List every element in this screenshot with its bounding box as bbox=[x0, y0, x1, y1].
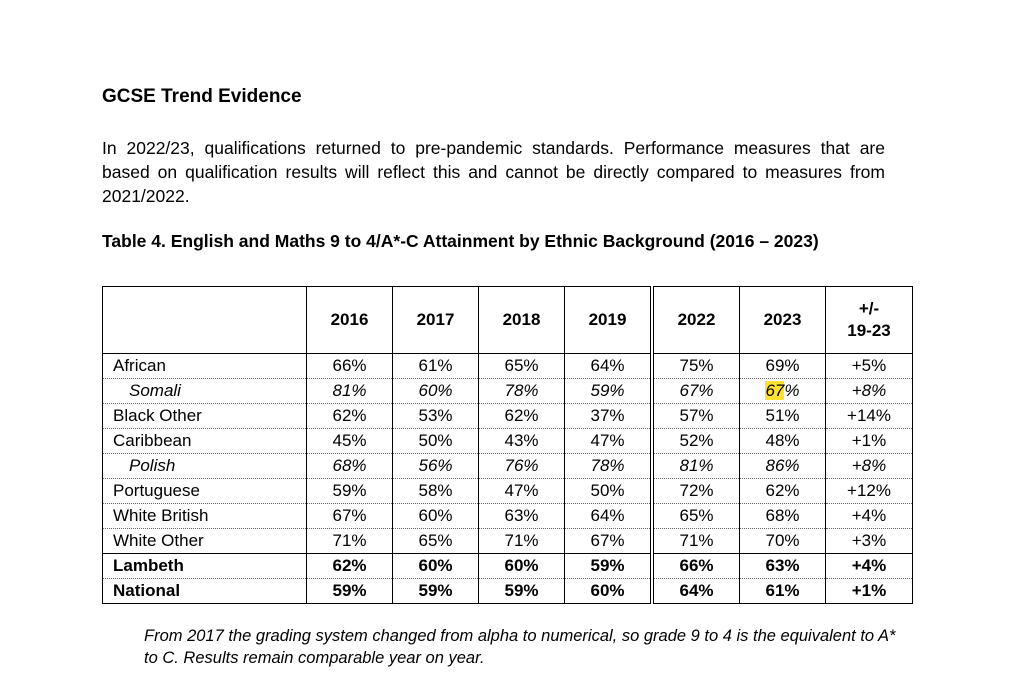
table-cell bbox=[740, 379, 826, 404]
table-cell: 53% bbox=[393, 404, 479, 429]
table-cell: 65% bbox=[652, 504, 740, 529]
table-cell: 81% bbox=[652, 454, 740, 479]
header-2019: 2019 bbox=[565, 287, 653, 354]
table-cell: 67% bbox=[652, 379, 740, 404]
table-cell: 60% bbox=[393, 379, 479, 404]
page-heading: GCSE Trend Evidence bbox=[102, 86, 302, 107]
table-cell: 61% bbox=[393, 354, 479, 379]
row-label: Polish bbox=[103, 454, 307, 479]
header-change-line1: +/- bbox=[858, 299, 880, 318]
table-cell: 65% bbox=[393, 529, 479, 554]
header-2023: 2023 bbox=[740, 287, 826, 354]
table-row bbox=[103, 454, 913, 479]
table-cell: 60% bbox=[393, 504, 479, 529]
row-label: Somali bbox=[103, 379, 307, 404]
table-cell: +8% bbox=[826, 379, 913, 404]
table-cell: 45% bbox=[307, 429, 393, 454]
table-cell: 47% bbox=[565, 429, 653, 454]
table-row bbox=[103, 479, 913, 504]
attainment-table bbox=[102, 286, 913, 604]
table-cell: 72% bbox=[652, 479, 740, 504]
table-cell: 70% bbox=[740, 529, 826, 554]
table-body bbox=[103, 354, 913, 604]
table-row bbox=[103, 554, 913, 579]
table-cell: 48% bbox=[740, 429, 826, 454]
table-row bbox=[103, 579, 913, 604]
table-cell: 68% bbox=[740, 504, 826, 529]
header-change-line2: 19-23 bbox=[847, 321, 891, 340]
table-cell: 66% bbox=[307, 354, 393, 379]
table-row bbox=[103, 429, 913, 454]
table-cell: 64% bbox=[652, 579, 740, 604]
row-label: Caribbean bbox=[103, 429, 307, 454]
table-cell: 71% bbox=[652, 529, 740, 554]
header-blank bbox=[103, 287, 307, 354]
table-cell: +1% bbox=[826, 429, 913, 454]
table-caption: Table 4. English and Maths 9 to 4/A*-C Attainment by Ethnic Background (2016 – 2023) bbox=[102, 231, 819, 251]
table-cell: 51% bbox=[740, 404, 826, 429]
table-cell: 57% bbox=[652, 404, 740, 429]
table-cell: 52% bbox=[652, 429, 740, 454]
row-label: Lambeth bbox=[103, 554, 307, 579]
value-suffix: % bbox=[784, 381, 800, 400]
table-cell: 60% bbox=[565, 579, 653, 604]
table-row bbox=[103, 354, 913, 379]
table-cell: 37% bbox=[565, 404, 653, 429]
table-cell: 81% bbox=[307, 379, 393, 404]
table-cell: 67% bbox=[307, 504, 393, 529]
table-row bbox=[103, 379, 913, 404]
table-cell: 65% bbox=[479, 354, 565, 379]
table-cell: 66% bbox=[652, 554, 740, 579]
table-cell: +8% bbox=[826, 454, 913, 479]
row-label: Black Other bbox=[103, 404, 307, 429]
header-2018: 2018 bbox=[479, 287, 565, 354]
table-cell: 59% bbox=[479, 579, 565, 604]
table-cell: +12% bbox=[826, 479, 913, 504]
table-cell: 78% bbox=[565, 454, 653, 479]
table-cell: 59% bbox=[307, 479, 393, 504]
table-cell: 58% bbox=[393, 479, 479, 504]
table-cell: 61% bbox=[740, 579, 826, 604]
table-cell: 69% bbox=[740, 354, 826, 379]
table-cell: 67% bbox=[565, 529, 653, 554]
table-cell: 62% bbox=[740, 479, 826, 504]
table-cell: 71% bbox=[479, 529, 565, 554]
table-cell: 68% bbox=[307, 454, 393, 479]
table-cell: 62% bbox=[479, 404, 565, 429]
table-cell: +3% bbox=[826, 529, 913, 554]
table-row bbox=[103, 404, 913, 429]
table-cell: 59% bbox=[565, 554, 653, 579]
header-2022: 2022 bbox=[652, 287, 740, 354]
table-cell: 76% bbox=[479, 454, 565, 479]
table-cell: 59% bbox=[565, 379, 653, 404]
table-cell: +1% bbox=[826, 579, 913, 604]
table-cell: 60% bbox=[479, 554, 565, 579]
table-cell: 62% bbox=[307, 404, 393, 429]
table-cell: 59% bbox=[307, 579, 393, 604]
row-label: African bbox=[103, 354, 307, 379]
table-cell: 47% bbox=[479, 479, 565, 504]
table-cell: 60% bbox=[393, 554, 479, 579]
table-cell: 59% bbox=[393, 579, 479, 604]
table-cell: 75% bbox=[652, 354, 740, 379]
row-label: National bbox=[103, 579, 307, 604]
table-cell: 50% bbox=[565, 479, 653, 504]
table-cell: 62% bbox=[307, 554, 393, 579]
row-label: White Other bbox=[103, 529, 307, 554]
table-cell: +14% bbox=[826, 404, 913, 429]
table-row bbox=[103, 529, 913, 554]
intro-paragraph: In 2022/23, qualifications returned to pre-pandemic standards. Performance measures that are based on qualification results will reflect this and cannot be directly compared to measures from 2021/2022. bbox=[102, 138, 885, 206]
table-cell: 71% bbox=[307, 529, 393, 554]
table-cell: 64% bbox=[565, 354, 653, 379]
table-cell: 43% bbox=[479, 429, 565, 454]
table-cell: +5% bbox=[826, 354, 913, 379]
table-cell: +4% bbox=[826, 554, 913, 579]
row-label: Portuguese bbox=[103, 479, 307, 504]
table-cell: 63% bbox=[479, 504, 565, 529]
table-cell: 64% bbox=[565, 504, 653, 529]
table-header-row bbox=[103, 287, 913, 354]
table-cell: +4% bbox=[826, 504, 913, 529]
table-cell: 63% bbox=[740, 554, 826, 579]
highlighted-value: 67 bbox=[765, 381, 785, 400]
table-cell: 86% bbox=[740, 454, 826, 479]
header-2016: 2016 bbox=[307, 287, 393, 354]
header-change bbox=[826, 287, 913, 354]
table-cell: 50% bbox=[393, 429, 479, 454]
header-2017: 2017 bbox=[393, 287, 479, 354]
table-cell: 78% bbox=[479, 379, 565, 404]
table-row bbox=[103, 504, 913, 529]
table-cell: 56% bbox=[393, 454, 479, 479]
row-label: White British bbox=[103, 504, 307, 529]
footnote: From 2017 the grading system changed from alpha to numerical, so grade 9 to 4 is the equivalent to A* to C. Results remain comparable year on year. bbox=[144, 627, 896, 667]
